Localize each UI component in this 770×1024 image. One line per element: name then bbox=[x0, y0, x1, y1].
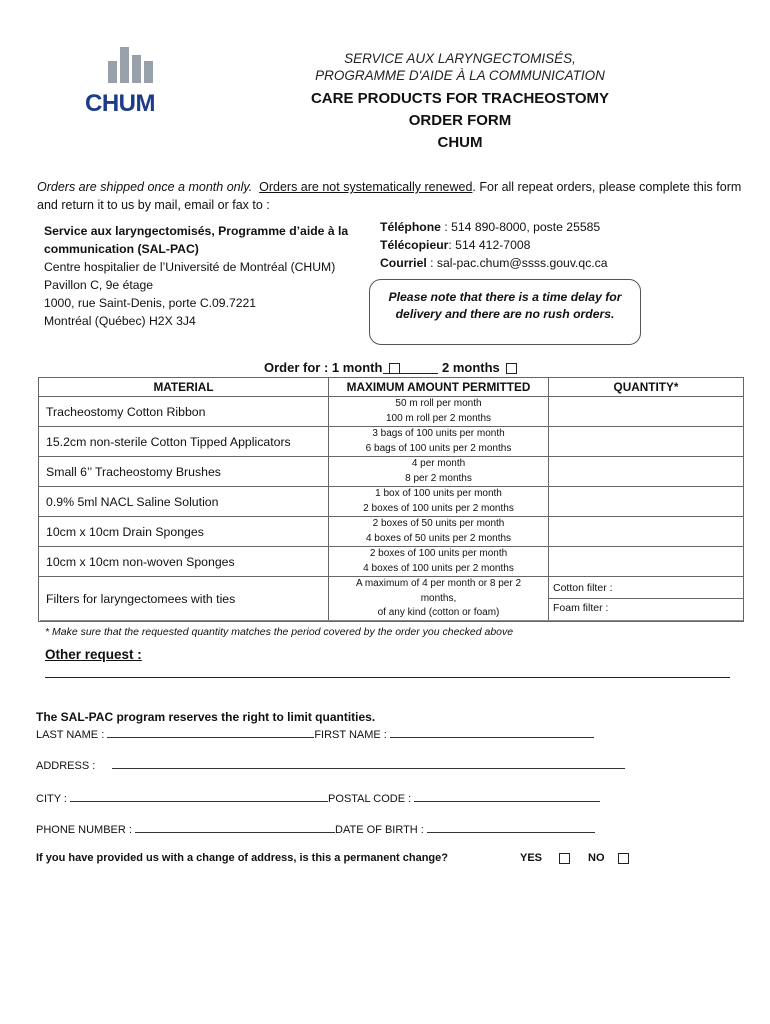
table-bottom-rule bbox=[40, 620, 743, 621]
foam-filter-label: Foam filter : bbox=[553, 602, 609, 615]
max-line: 2 boxes of 100 units per month bbox=[369, 548, 508, 559]
no-checkbox[interactable] bbox=[618, 853, 629, 864]
intro-part-2: Orders are not systematically renewed bbox=[259, 180, 473, 194]
city-label: CITY : bbox=[36, 793, 67, 805]
max-line: 100 m roll per 2 months bbox=[385, 412, 492, 424]
header-subtitle-2: PROGRAMME D'AIDE À LA COMMUNICATION bbox=[315, 68, 605, 83]
order-for-1-month bbox=[264, 360, 400, 375]
max-line: 4 boxes of 100 units per 2 months bbox=[363, 562, 514, 574]
note-line-1: Please note that there is a time delay for bbox=[388, 290, 622, 304]
table-row bbox=[39, 547, 744, 577]
max-cell bbox=[329, 427, 549, 457]
max-line: 1 box of 100 units per month bbox=[375, 488, 502, 499]
postal-code-label: POSTAL CODE : bbox=[328, 793, 412, 805]
delay-note-box bbox=[369, 279, 641, 345]
quantity-input[interactable] bbox=[549, 487, 744, 517]
other-request-label: Other request : bbox=[45, 647, 142, 662]
chum-logo-mark bbox=[108, 47, 154, 83]
table-row bbox=[39, 487, 744, 517]
material-cell: Filters for laryngectomees with ties bbox=[39, 577, 329, 622]
max-line: 3 bags of 100 units per month bbox=[372, 428, 505, 439]
max-line: months, bbox=[420, 592, 457, 604]
city-row bbox=[36, 791, 600, 805]
address-line-3: Centre hospitalier de l’Université de Montréal (CHUM) bbox=[44, 260, 336, 274]
address-line-4: Pavillon C, 9e étage bbox=[44, 278, 154, 292]
quantity-footnote: * Make sure that the requested quantity matches the period covered by the order you checked above bbox=[45, 626, 514, 638]
postal-code-field[interactable] bbox=[414, 791, 600, 802]
max-line: A maximum of 4 per month or 8 per 2 bbox=[355, 578, 522, 589]
max-cell bbox=[329, 517, 549, 547]
form-title-3: CHUM bbox=[437, 134, 483, 151]
order-for-divider bbox=[383, 373, 438, 374]
note-line-2: delivery and there are no rush orders. bbox=[395, 307, 615, 321]
last-name-field[interactable] bbox=[107, 727, 314, 738]
max-line: 2 boxes of 50 units per month bbox=[372, 518, 505, 529]
address-line-5: 1000, rue Saint-Denis, porte C.09.7221 bbox=[44, 296, 257, 310]
email-label: Courriel bbox=[380, 256, 427, 270]
filter-quantity-cell bbox=[549, 577, 744, 622]
order-for-2-months bbox=[442, 360, 517, 375]
mailing-address bbox=[44, 222, 364, 330]
material-cell: 10cm x 10cm non-woven Sponges bbox=[39, 547, 329, 577]
quantity-input[interactable] bbox=[549, 427, 744, 457]
last-name-label: LAST NAME : bbox=[36, 729, 105, 741]
products-table bbox=[38, 377, 744, 622]
max-cell bbox=[329, 397, 549, 427]
cotton-filter-input[interactable] bbox=[549, 579, 743, 599]
phone-number-label: PHONE NUMBER : bbox=[36, 824, 132, 836]
address-label: ADDRESS : bbox=[36, 760, 96, 772]
first-name-label: FIRST NAME : bbox=[314, 729, 387, 741]
table-header-row bbox=[39, 378, 744, 397]
dob-field[interactable] bbox=[427, 822, 595, 833]
other-request-input[interactable] bbox=[45, 677, 730, 678]
phone-value: : 514 890-8000, poste 25585 bbox=[440, 220, 601, 234]
quantity-input[interactable] bbox=[549, 457, 744, 487]
name-row bbox=[36, 727, 594, 741]
first-name-field[interactable] bbox=[390, 727, 594, 738]
table-row bbox=[39, 427, 744, 457]
table-row bbox=[39, 517, 744, 547]
order-for-label: Order for : 1 month bbox=[264, 360, 383, 375]
intro-paragraph bbox=[37, 178, 749, 214]
address-line-6: Montréal (Québec) H2X 3J4 bbox=[44, 314, 196, 328]
fax-value: : 514 412-7008 bbox=[448, 238, 531, 252]
max-line: 4 boxes of 50 units per 2 months bbox=[365, 532, 512, 544]
fax-label: Télécopieur bbox=[380, 238, 449, 252]
table-row-filters bbox=[39, 577, 744, 622]
form-title-2: ORDER FORM bbox=[408, 112, 512, 129]
org-line-1: Service aux laryngectomisés, Programme d’aide à la bbox=[44, 224, 349, 238]
email-value: : sal-pac.chum@ssss.gouv.qc.ca bbox=[426, 256, 608, 270]
header-max: MAXIMUM AMOUNT PERMITTED bbox=[329, 378, 549, 397]
max-line: 4 per month bbox=[411, 458, 466, 469]
yes-checkbox[interactable] bbox=[559, 853, 570, 864]
material-cell: 15.2cm non-sterile Cotton Tipped Applicators bbox=[39, 427, 329, 457]
permanent-change-question: If you have provided us with a change of address, is this a permanent change? bbox=[36, 852, 448, 864]
max-line: 50 m roll per month bbox=[395, 398, 482, 409]
max-cell bbox=[329, 457, 549, 487]
no-label: NO bbox=[588, 852, 605, 864]
header-quantity: QUANTITY* bbox=[549, 378, 744, 397]
two-months-label: 2 months bbox=[442, 360, 500, 375]
max-line: of any kind (cotton or foam) bbox=[377, 607, 500, 618]
material-cell: 10cm x 10cm Drain Sponges bbox=[39, 517, 329, 547]
intro-part-1: Orders are shipped once a month only. bbox=[37, 180, 253, 194]
phone-number-field[interactable] bbox=[135, 822, 335, 833]
max-cell bbox=[329, 547, 549, 577]
contact-info bbox=[380, 218, 608, 272]
max-cell bbox=[329, 577, 549, 622]
foam-filter-input[interactable] bbox=[549, 599, 743, 618]
yes-option bbox=[520, 852, 570, 864]
max-line: 2 boxes of 100 units per 2 months bbox=[363, 502, 514, 514]
org-line-2: communication (SAL-PAC) bbox=[44, 242, 199, 256]
yes-label: YES bbox=[520, 852, 543, 864]
header-material: MATERIAL bbox=[39, 378, 329, 397]
cotton-filter-label: Cotton filter : bbox=[553, 582, 613, 595]
address-row bbox=[36, 758, 625, 772]
intro-part-3: . For all repeat orders, please complete this form and return it to us by mail, email or fax to : bbox=[37, 180, 742, 212]
quantity-input[interactable] bbox=[549, 517, 744, 547]
address-field[interactable] bbox=[112, 758, 625, 769]
dob-label: DATE OF BIRTH : bbox=[335, 824, 424, 836]
max-line: 6 bags of 100 units per 2 months bbox=[365, 442, 512, 454]
no-option bbox=[588, 852, 629, 864]
table-row bbox=[39, 397, 744, 427]
header-subtitle-1: SERVICE AUX LARYNGECTOMISÉS, bbox=[344, 51, 576, 66]
max-cell bbox=[329, 487, 549, 517]
city-field[interactable] bbox=[70, 791, 328, 802]
table-row bbox=[39, 457, 744, 487]
reserve-statement: The SAL-PAC program reserves the right to limit quantities. bbox=[36, 710, 376, 724]
material-cell: 0.9% 5ml NACL Saline Solution bbox=[39, 487, 329, 517]
quantity-input[interactable] bbox=[549, 547, 744, 577]
quantity-input[interactable] bbox=[549, 397, 744, 427]
chum-logo-text: CHUM bbox=[85, 90, 155, 117]
two-months-checkbox[interactable] bbox=[506, 363, 517, 374]
phone-label: Téléphone bbox=[380, 220, 441, 234]
phone-row bbox=[36, 822, 595, 836]
max-line: 8 per 2 months bbox=[405, 472, 472, 484]
material-cell: Small 6’’ Tracheostomy Brushes bbox=[39, 457, 329, 487]
form-title-1: CARE PRODUCTS FOR TRACHEOSTOMY bbox=[310, 90, 610, 107]
material-cell: Tracheostomy Cotton Ribbon bbox=[39, 397, 329, 427]
